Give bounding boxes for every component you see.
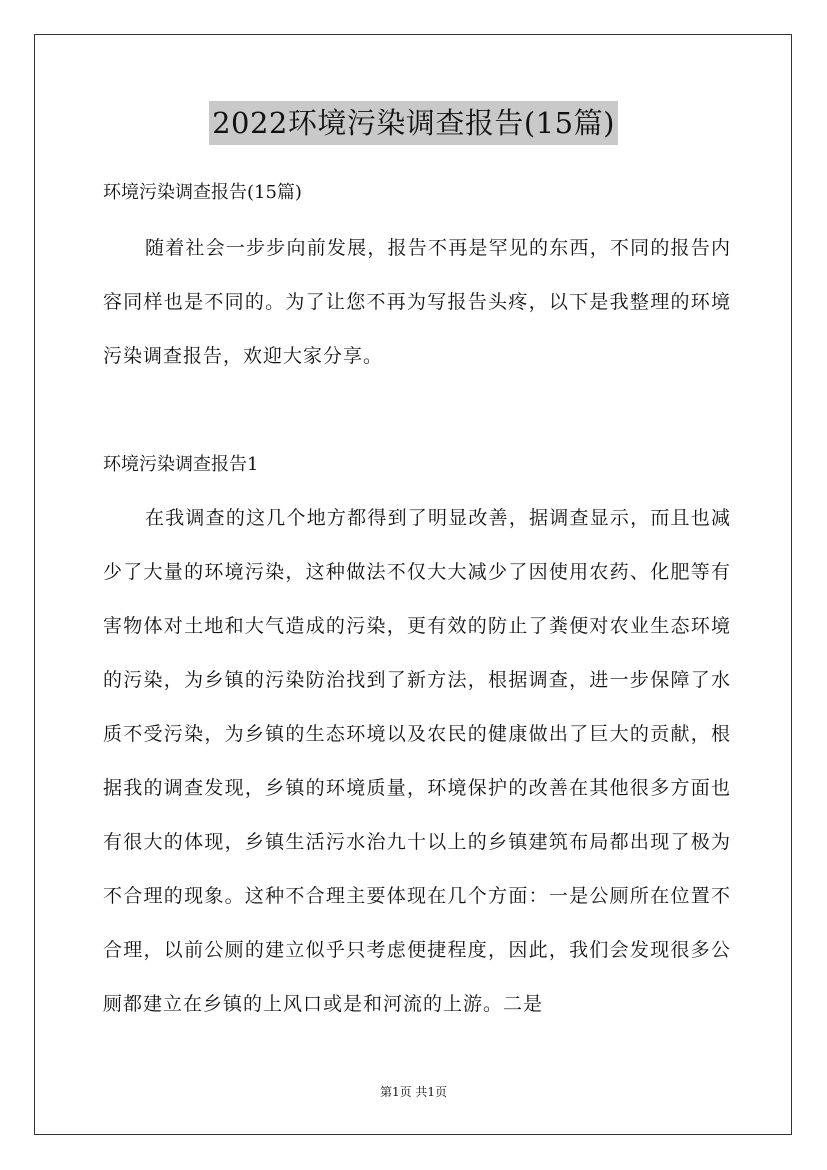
page-footer: 第1页 共1页 <box>379 1085 448 1099</box>
section-heading: 环境污染调查报告1 <box>103 454 259 475</box>
section-paragraph: 在我调查的这几个地方都得到了明显改善，据调查显示，而且也减少了大量的环境污染，这种做法不仅大大减少了因使用农药、化肥等有害物体对土地和大气造成的污染，更有效的防止了粪便对农业生态环境的污染，为乡镇的污染防治找到了新方法，根据调查，进一步保障了水质不受污染，为乡镇的生态环境以及农民的健康做出了巨大的贡献，根据我的调查发现，乡镇的环境质量，环境保护的改善在其他很多方面也有很大的体现，乡镇生活污水治九十以上的乡镇建筑布局都出现了极为不合理的现象。这种不合理主要体现在几个方面：一是公厕所在位置不合理，以前公厕的建立似乎只考虑便捷程度，因此，我们会发现很多公厕都建立在乡镇的上风口或是和河流的上游。二是 <box>103 507 731 1015</box>
document-subtitle: 环境污染调查报告(15篇) <box>103 182 302 203</box>
document-title <box>0 101 827 145</box>
intro-paragraph: 随着社会一步步向前发展，报告不再是罕见的东西，不同的报告内容同样也是不同的。为了让您不再为写报告头疼，以下是我整理的环境污染调查报告，欢迎大家分享。 <box>103 237 731 367</box>
document-title-text: 2022环境污染调查报告(15篇) <box>209 101 618 145</box>
